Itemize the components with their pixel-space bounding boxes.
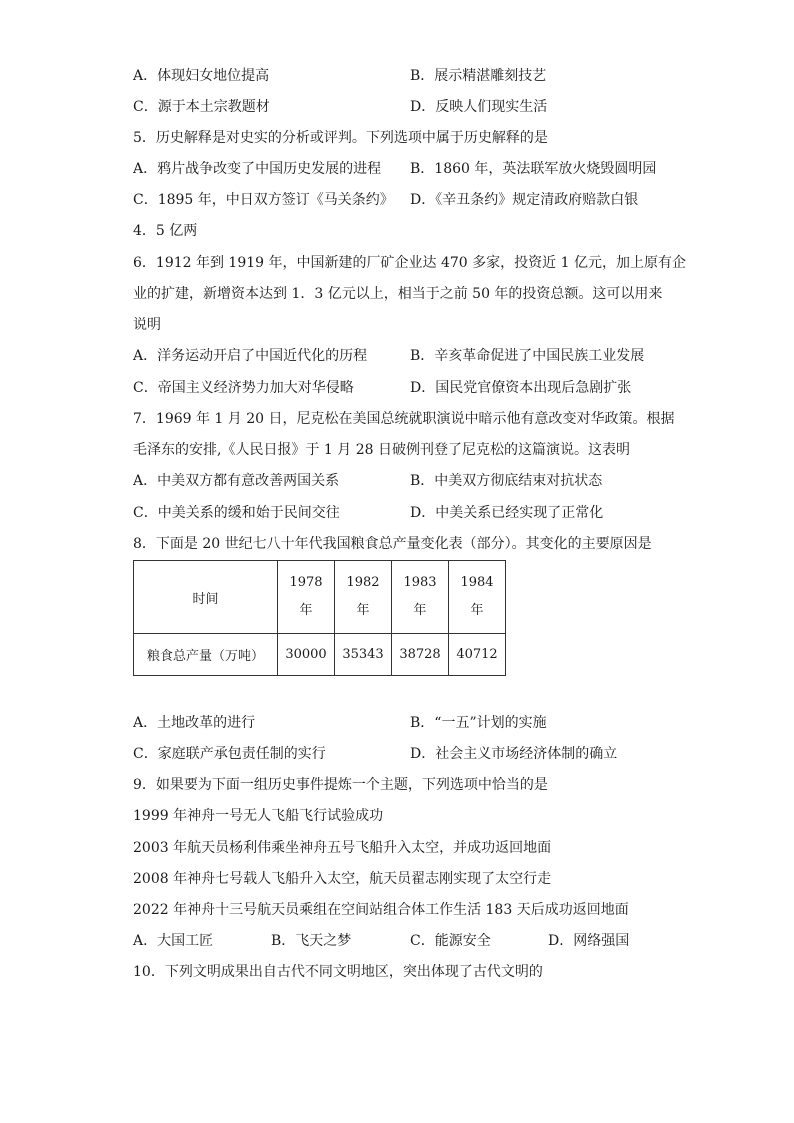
q9-option-b: B．飞天之梦 — [271, 933, 352, 949]
table-header-label: 时间 — [134, 561, 278, 634]
q9-event-2: 2003 年航天员杨利伟乘坐神舟五号飞船升入太空，并成功返回地面 — [133, 840, 552, 856]
q5-option-b: B．1860 年，英法联军放火烧毁圆明园 — [410, 161, 657, 177]
q9-event-1: 1999 年神舟一号无人飞船飞行试验成功 — [133, 808, 384, 824]
table-year-suffix: 年 — [356, 603, 370, 618]
table-year: 1982 — [346, 575, 380, 590]
table-year-cell — [278, 561, 335, 634]
q6-stem-line2: 业的扩建，新增资本达到 1．3 亿元以上，相当于之前 50 年的投资总额。这可以用来 — [133, 286, 663, 302]
table-year-suffix: 年 — [470, 603, 484, 618]
q7-option-b: B．中美双方彻底结束对抗状态 — [410, 473, 603, 489]
q9-stem: 9．如果要为下面一组历史事件提炼一个主题，下列选项中恰当的是 — [133, 777, 548, 793]
q7-stem-line1: 7．1969 年 1 月 20 日，尼克松在美国总统就职演说中暗示他有意改变对华政策。根据 — [133, 411, 675, 427]
q9-option-c: C．能源安全 — [410, 933, 491, 949]
table-header-row — [134, 561, 506, 634]
table-row — [134, 634, 506, 676]
q6-option-b: B．辛亥革命促进了中国民族工业发展 — [410, 348, 645, 364]
table-value: 30000 — [278, 634, 335, 676]
table-year-suffix: 年 — [299, 603, 313, 618]
q7-option-a: A．中美双方都有意改善两国关系 — [133, 473, 340, 489]
q8-option-c: C．家庭联产承包责任制的实行 — [133, 746, 326, 762]
grain-output-table — [133, 560, 506, 676]
table-value: 35343 — [335, 634, 392, 676]
q8-option-d: D．社会主义市场经济体制的确立 — [410, 746, 618, 762]
q4-option-d: D．反映人们现实生活 — [410, 99, 548, 115]
table-year-cell — [392, 561, 449, 634]
q5-option-a: A．鸦片战争改变了中国历史发展的进程 — [133, 161, 382, 177]
table-value: 38728 — [392, 634, 449, 676]
table-year: 1978 — [289, 575, 323, 590]
q5-option-c: C．1895 年，中日双方签订《马关条约》 — [133, 192, 394, 208]
q6-option-c: C．帝国主义经济势力加大对华侵略 — [133, 380, 354, 396]
table-year-cell — [335, 561, 392, 634]
q5-stem: 5．历史解释是对史实的分析或评判。下列选项中属于历史解释的是 — [133, 130, 548, 146]
q6-option-a: A．洋务运动开启了中国近代化的历程 — [133, 348, 368, 364]
q4-option-c: C．源于本土宗教题材 — [133, 99, 270, 115]
table-year-suffix: 年 — [413, 603, 427, 618]
q8-stem: 8．下面是 20 世纪七八十年代我国粮食总产量变化表（部分）。其变化的主要原因是 — [133, 536, 652, 552]
q4-option-b: B．展示精湛雕刻技艺 — [410, 68, 547, 84]
q7-option-d: D．中美关系已经实现了正常化 — [410, 505, 604, 521]
q9-event-3: 2008 年神舟七号载人飞船升入太空，航天员翟志刚实现了太空行走 — [133, 871, 552, 887]
q5-option-d-continued: 4．5 亿两 — [133, 223, 198, 239]
q4-option-a: A．体现妇女地位提高 — [133, 68, 270, 84]
q9-option-d: D．网络强国 — [548, 933, 630, 949]
q10-stem: 10．下列文明成果出自古代不同文明地区，突出体现了古代文明的 — [133, 964, 543, 980]
table-year-cell — [449, 561, 506, 634]
q6-stem-line1: 6．1912 年到 1919 年，中国新建的厂矿企业达 470 多家，投资近 1 亿元，加上原有企 — [133, 255, 686, 271]
q7-option-c: C．中美关系的缓和始于民间交往 — [133, 505, 340, 521]
q8-option-a: A．土地改革的进行 — [133, 715, 256, 731]
q6-stem-line3: 说明 — [133, 317, 161, 333]
q8-option-b: B．“一五”计划的实施 — [410, 715, 547, 731]
table-value: 40712 — [449, 634, 506, 676]
q7-stem-line2: 毛泽东的安排,《人民日报》于 1 月 28 日破例刊登了尼克松的这篇演说。这表明 — [133, 442, 630, 458]
q9-event-4: 2022 年神舟十三号航天员乘组在空间站组合体工作生活 183 天后成功返回地面 — [133, 902, 629, 918]
table-year: 1984 — [460, 575, 494, 590]
q5-option-d: D．《辛丑条约》规定清政府赔款白银 — [410, 192, 639, 208]
table-year: 1983 — [403, 575, 437, 590]
q6-option-d: D．国民党官僚资本出现后急剧扩张 — [410, 380, 632, 396]
q9-option-a: A．大国工匠 — [133, 933, 214, 949]
table-row-label: 粮食总产量（万吨） — [134, 634, 278, 676]
